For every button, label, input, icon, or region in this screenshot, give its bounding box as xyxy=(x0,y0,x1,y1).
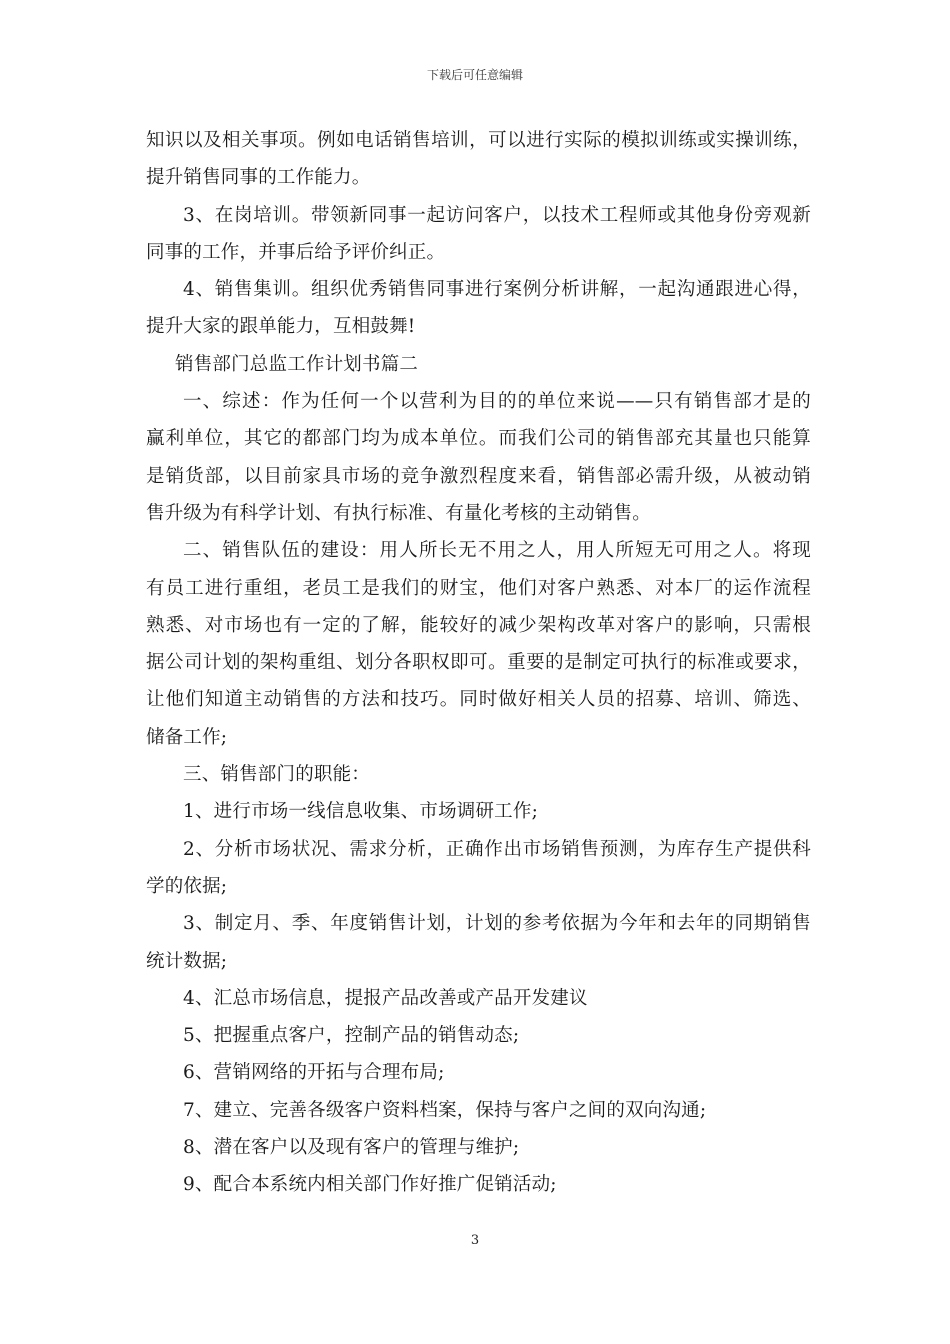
text-line: 三、销售部门的职能： xyxy=(183,764,371,786)
text-line: 提升大家的跟单能力，互相鼓舞! xyxy=(146,316,416,338)
text-line: 有员工进行重组，老员工是我们的财宝，他们对客户熟悉、对本厂的运作流程 xyxy=(146,577,811,599)
text-line: 知识以及相关事项。例如电话销售培训，可以进行实际的模拟训练或实操训练， xyxy=(146,130,811,151)
text-line: 4、销售集训。组织优秀销售同事进行案例分析讲解，一起沟通跟进心得， xyxy=(183,279,811,301)
text-line: 学的依据; xyxy=(146,875,228,897)
text-line: 3、在岗培训。带领新同事一起访问客户，以技术工程师或其他身份旁观新 xyxy=(183,204,811,226)
list-item: 9、配合本系统内相关部门作好推广促销活动; xyxy=(183,1174,557,1196)
text-line: 是销货部，以目前家具市场的竞争激烈程度来看，销售部必需升级，从被动销 xyxy=(146,465,811,487)
text-line: 据公司计划的架构重组、划分各职权即可。重要的是制定可执行的标准或要求， xyxy=(146,652,811,674)
list-item: 3、制定月、季、年度销售计划，计划的参考依据为今年和去年的同期销售 xyxy=(183,913,811,935)
text-line: 让他们知道主动销售的方法和技巧。同时做好相关人员的招募、培训、筛选、 xyxy=(146,689,811,711)
text-line: 二、销售队伍的建设：用人所长无不用之人，用人所短无可用之人。将现 xyxy=(183,540,811,562)
list-item: 2、分析市场状况、需求分析，正确作出市场销售预测，为库存生产提供科 xyxy=(183,838,811,860)
page-number: 3 xyxy=(470,1233,480,1248)
text-line: 提升销售同事的工作能力。 xyxy=(146,167,371,189)
list-item: 1、进行市场一线信息收集、市场调研工作; xyxy=(183,801,539,823)
text-line: 同事的工作，并事后给予评价纠正。 xyxy=(146,241,446,263)
page-header: 下载后可任意编辑 xyxy=(426,68,523,82)
list-item: 6、营销网络的开拓与合理布局; xyxy=(183,1062,445,1084)
text-line: 统计数据; xyxy=(146,950,228,972)
text-line: 售升级为有科学计划、有执行标准、有量化考核的主动销售。 xyxy=(146,502,651,524)
list-item: 7、建立、完善各级客户资料档案，保持与客户之间的双向沟通; xyxy=(183,1099,707,1121)
text-line: 熟悉、对市场也有一定的了解，能较好的减少架构改革对客户的影响，只需根 xyxy=(146,614,811,636)
list-item: 4、汇总市场信息，提报产品改善或产品开发建议 xyxy=(183,987,588,1009)
list-item: 5、把握重点客户，控制产品的销售动态; xyxy=(183,1025,520,1047)
text-line: 储备工作; xyxy=(146,726,228,748)
section-title: 销售部门总监工作计划书篇二 xyxy=(175,353,419,375)
document-body xyxy=(146,122,811,1204)
list-item: 8、潜在客户以及现有客户的管理与维护; xyxy=(183,1137,520,1159)
text-line: 一、综述：作为任何一个以营利为目的的单位来说——只有销售部才是的 xyxy=(183,391,811,413)
text-line: 赢利单位，其它的都部门均为成本单位。而我们公司的销售部充其量也只能算 xyxy=(146,428,811,450)
